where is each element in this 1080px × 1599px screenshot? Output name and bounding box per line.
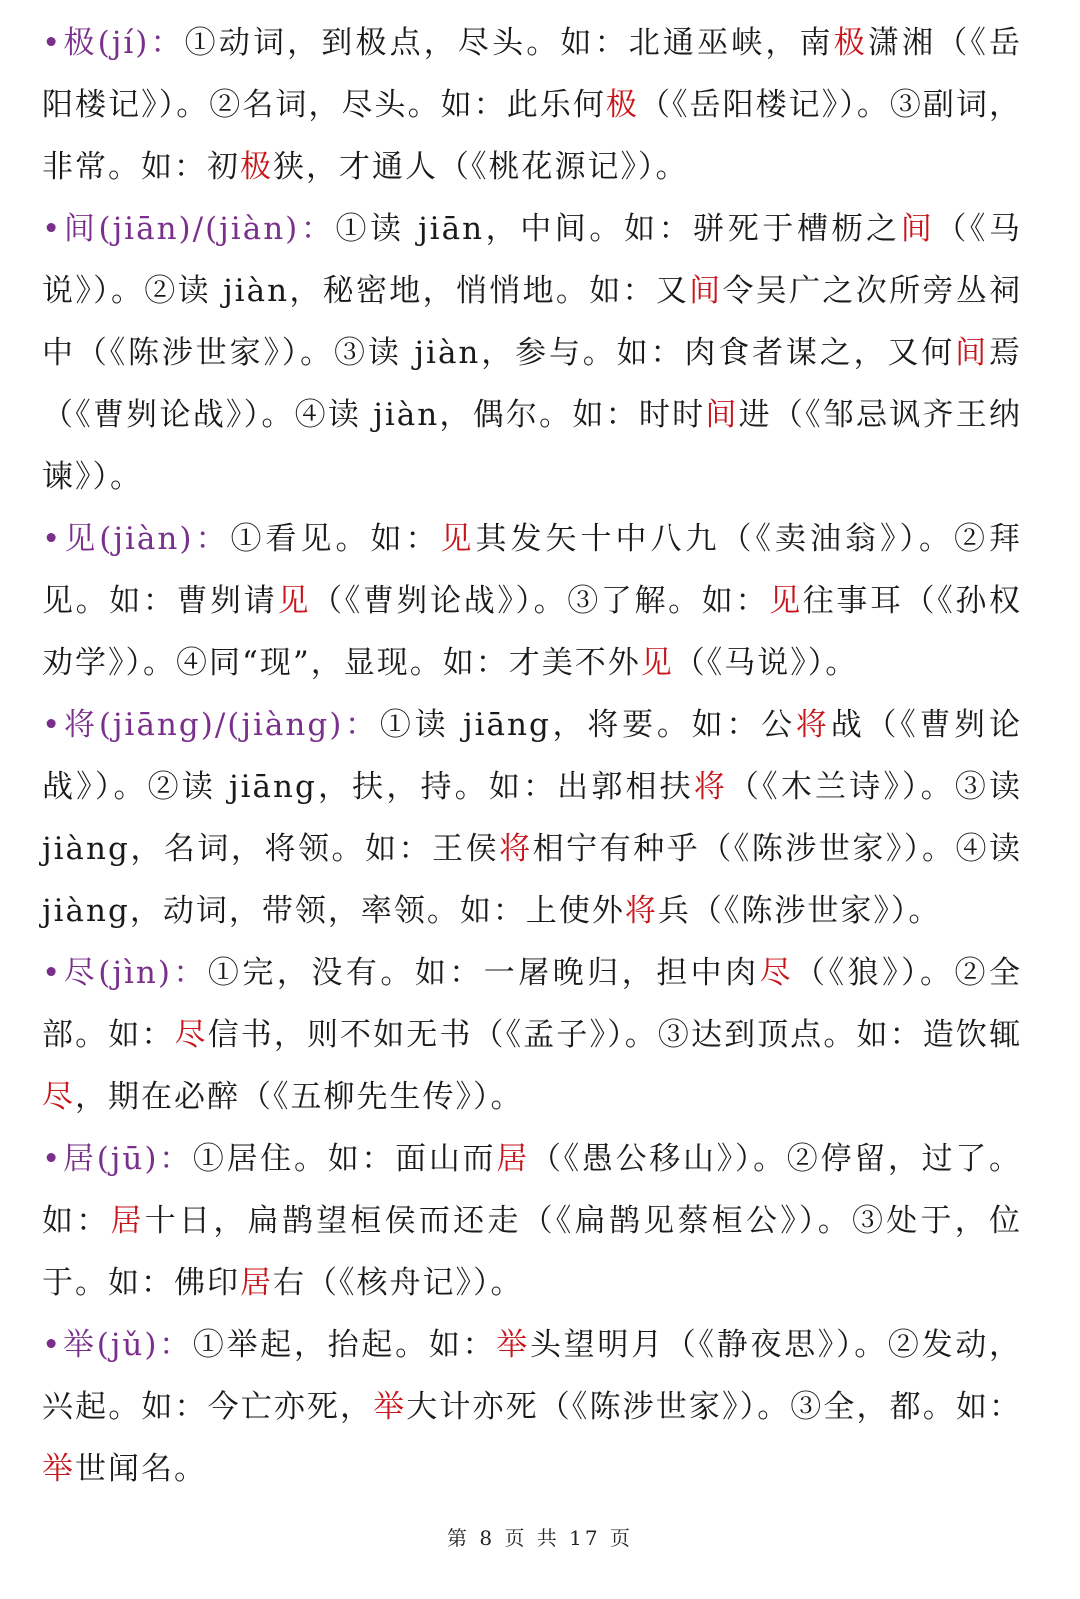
vocab-entry — [42, 198, 1022, 508]
entry-text: 其发矢十中八九（《卖油翁》）。②拜见。如：曹刿请 — [42, 521, 1023, 619]
entry-text: （《愚公移山》）。②停留，过了。如： — [42, 1141, 1023, 1239]
entry-text: （《曹刿论战》）。③了解。如： — [311, 583, 770, 619]
vocab-entry — [42, 942, 1022, 1128]
entry-term: 将(jiāng)/(jiàng)： — [62, 707, 380, 743]
entry-term: 间(jiān)/(jiàn)： — [62, 211, 336, 247]
entry-text: ①举起，抬起。如： — [192, 1327, 497, 1363]
entry-text: （《岳阳楼记》）。③副词，非常。如：初 — [42, 87, 1023, 185]
entry-text: 焉（《曹刿论战》）。④读 jiàn，偶尔。如：时时 — [42, 335, 1023, 433]
highlighted-word: 极 — [605, 87, 639, 123]
highlighted-word: 见 — [640, 645, 674, 681]
entry-text: 十日，扁鹊望桓侯而还走（《扁鹊见蔡桓公》）。③处于，位于。如：佛印 — [42, 1203, 1023, 1301]
highlighted-word: 间 — [689, 273, 723, 309]
entry-text: 令吴广之次所旁丛祠中（《陈涉世家》）。③读 jiàn，参与。如：肉食者谋之，又何 — [42, 273, 1023, 371]
entry-term: 举(jǔ)： — [62, 1327, 193, 1363]
vocab-entry — [42, 1128, 1022, 1314]
entry-text: 潇湘（《岳阳楼记》）。②名词，尽头。如：此乐何 — [42, 25, 1023, 123]
page-footer: 第 8 页 共 17 页 — [447, 1526, 633, 1550]
entry-text: 进（《邹忌讽齐王纳谏》）。 — [42, 397, 1023, 495]
entry-text: 狭，才通人（《桃花源记》）。 — [273, 149, 689, 185]
highlighted-word: 尽 — [42, 1079, 75, 1115]
entry-text: 世闻名。 — [75, 1451, 207, 1487]
vocab-entry — [42, 12, 1022, 198]
entry-term: 尽(jìn)： — [62, 955, 208, 991]
entry-text: 相宁有种乎（《陈涉世家》）。④读 jiàng，动词，带领，率领。如：上使外 — [42, 831, 1022, 929]
entry-term: 见(jiàn)： — [62, 521, 231, 557]
entry-text: ①动词，到极点，尽头。如：北通巫峡，南 — [184, 25, 834, 61]
bullet-icon: • — [42, 521, 63, 557]
highlighted-word: 见 — [769, 583, 803, 619]
vocab-entry — [42, 1314, 1022, 1500]
highlighted-word: 见 — [440, 521, 476, 557]
entry-text: ①完，没有。如：一屠晚归，担中肉 — [207, 955, 760, 991]
entry-text: 右（《核舟记》）。 — [273, 1265, 524, 1301]
entry-text: （《木兰诗》）。③读 jiàng，名词，将领。如：王侯 — [42, 769, 1023, 867]
entry-text: 兵（《陈涉世家》）。 — [657, 893, 942, 929]
highlighted-word: 举 — [373, 1389, 407, 1425]
highlighted-word: 极 — [833, 25, 868, 61]
entry-text: ①居住。如：面山而 — [192, 1141, 497, 1177]
highlighted-word: 将 — [693, 769, 729, 805]
highlighted-word: 极 — [240, 149, 273, 185]
highlighted-word: 将 — [624, 893, 658, 929]
entry-text: ，期在必醉（《五柳先生传》）。 — [75, 1079, 524, 1115]
highlighted-word: 见 — [277, 583, 312, 619]
bullet-icon: • — [42, 211, 63, 247]
highlighted-word: 居 — [496, 1141, 530, 1177]
highlighted-word: 尽 — [174, 1017, 208, 1053]
highlighted-word: 居 — [240, 1265, 273, 1301]
highlighted-word: 举 — [42, 1451, 75, 1487]
entry-text: 战（《曹刿论战》）。②读 jiāng，扶，持。如：出郭相扶 — [42, 707, 1023, 805]
entry-text: （《马说》）。 — [673, 645, 859, 681]
entry-list — [42, 12, 1022, 1500]
document-page — [42, 12, 1022, 1500]
entry-text: ①读 jiān，中间。如：骈死于槽枥之 — [335, 211, 901, 247]
bullet-icon: • — [42, 1141, 63, 1177]
entry-text: （《马说》）。②读 jiàn，秘密地，悄悄地。如：又 — [42, 211, 1023, 309]
bullet-icon: • — [42, 1327, 63, 1363]
highlighted-word: 将 — [499, 831, 533, 867]
bullet-icon: • — [42, 25, 63, 61]
entry-text: 信书，则不如无书（《孟子》）。③达到顶点。如：造饮辄 — [207, 1017, 1023, 1053]
highlighted-word: 间 — [955, 335, 990, 371]
highlighted-word: 间 — [705, 397, 739, 433]
entry-text: ①看见。如： — [230, 521, 441, 557]
highlighted-word: 间 — [900, 211, 936, 247]
entry-text: 往事耳（《孙权劝学》）。④同“现”，显现。如：才美不外 — [42, 583, 1023, 681]
highlighted-word: 将 — [795, 707, 831, 743]
highlighted-word: 尽 — [759, 955, 795, 991]
entry-text: 大计亦死（《陈涉世家》）。③全，都。如： — [406, 1389, 1023, 1425]
entry-term: 极(jí)： — [62, 25, 185, 61]
vocab-entry — [42, 694, 1022, 942]
highlighted-word: 举 — [496, 1327, 530, 1363]
entry-text: （《狼》）。②全部。如： — [42, 955, 1023, 1053]
entry-text: 头望明月（《静夜思》）。②发动，兴起。如：今亡亦死， — [42, 1327, 1023, 1425]
entry-text: ①读 jiāng，将要。如：公 — [379, 707, 796, 743]
entry-term: 居(jū)： — [62, 1141, 193, 1177]
bullet-icon: • — [42, 955, 63, 991]
vocab-entry — [42, 508, 1022, 694]
bullet-icon: • — [42, 707, 63, 743]
highlighted-word: 居 — [110, 1203, 145, 1239]
